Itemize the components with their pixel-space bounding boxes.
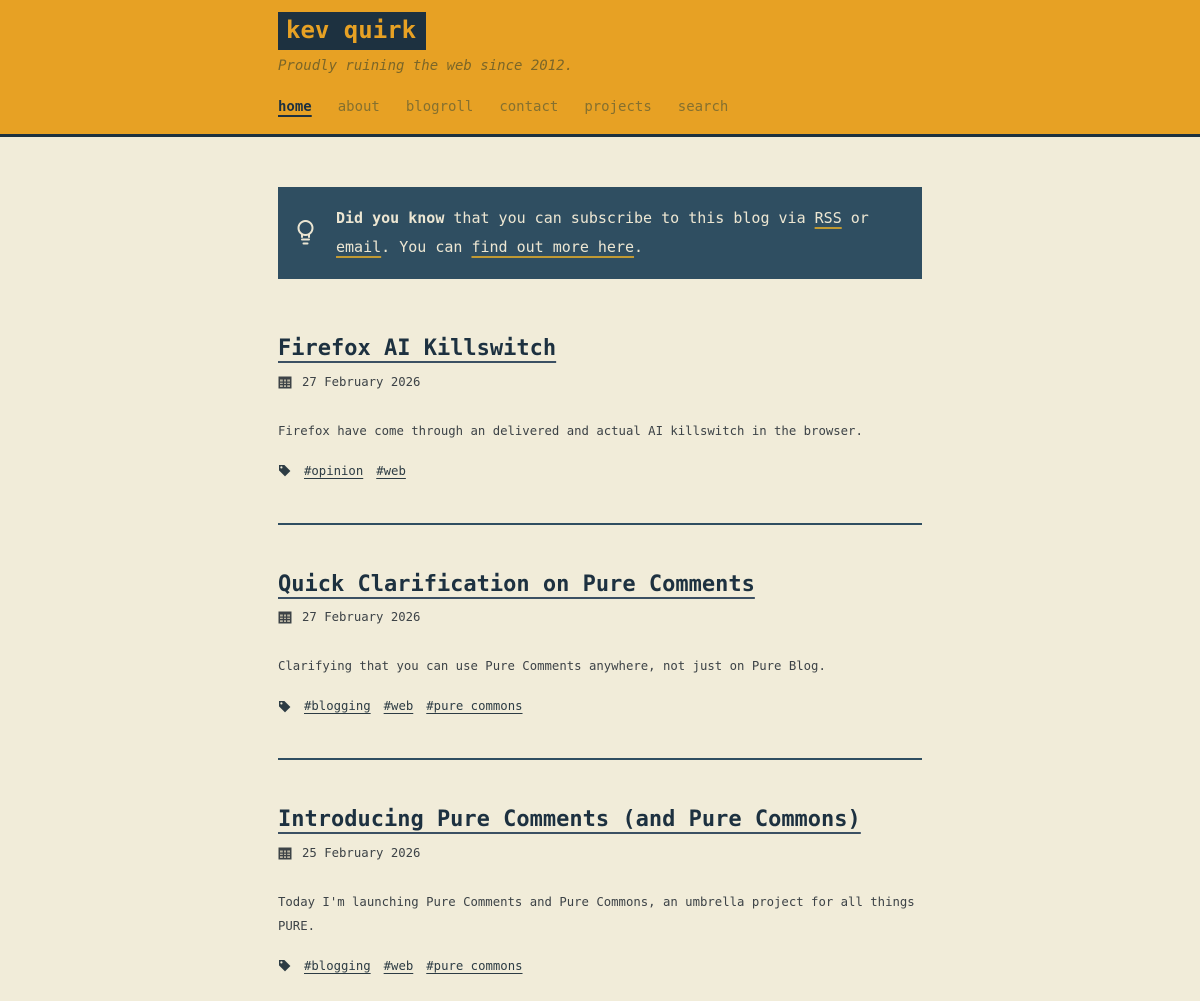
- tag-link[interactable]: #blogging: [304, 958, 371, 973]
- notice-text: that you can subscribe to this blog via: [444, 209, 815, 227]
- post-teaser: [278, 335, 922, 478]
- tag-link[interactable]: #pure commons: [426, 958, 523, 973]
- main-nav: [278, 99, 922, 115]
- post-summary: Clarifying that you can use Pure Comments anywhere, not just on Pure Blog.: [278, 659, 826, 674]
- post-date: 25 February 2026: [302, 845, 421, 860]
- post-teaser: [278, 571, 922, 714]
- notice-text: . You can: [381, 238, 472, 256]
- calendar-icon: [278, 846, 292, 860]
- tag-link[interactable]: #web: [383, 958, 414, 973]
- nav-item-home[interactable]: home: [278, 99, 312, 115]
- post-meta: [278, 375, 922, 389]
- post-summary: Today I'm launching Pure Comments and Pure Commons, an umbrella project for all things PURE.: [278, 894, 915, 933]
- post-summary: Firefox have come through an delivered and actual AI killswitch in the browser.: [278, 423, 863, 438]
- post-date: 27 February 2026: [302, 374, 421, 389]
- post-teaser: [278, 806, 922, 973]
- tag-icon: [278, 464, 291, 477]
- tag-link[interactable]: #web: [376, 463, 406, 478]
- post-title: [278, 335, 922, 364]
- post-tags: [278, 699, 922, 713]
- nav-item-search[interactable]: search: [677, 99, 729, 115]
- notice-text: or: [841, 209, 869, 227]
- tag-icon: [278, 700, 291, 713]
- tag-link[interactable]: #opinion: [304, 463, 364, 478]
- notice-text: .: [634, 238, 644, 256]
- subscribe-notice: [278, 187, 922, 279]
- site-header: [0, 0, 1200, 137]
- nav-item-about[interactable]: about: [337, 99, 380, 115]
- lightbulb-icon: [294, 218, 317, 249]
- email-link[interactable]: email: [336, 238, 382, 256]
- rss-link[interactable]: RSS: [814, 209, 842, 227]
- post-title-link[interactable]: Quick Clarification on Pure Comments: [278, 571, 755, 597]
- site-tagline: Proudly ruining the web since 2012.: [278, 58, 574, 74]
- notice-bold-text: Did you know: [336, 209, 445, 227]
- calendar-icon: [278, 610, 292, 624]
- post-title: [278, 571, 922, 600]
- tag-link[interactable]: #pure commons: [426, 699, 523, 714]
- post-divider: [278, 758, 922, 760]
- tag-link[interactable]: #web: [383, 699, 414, 714]
- nav-item-contact[interactable]: contact: [499, 99, 559, 115]
- post-meta: [278, 846, 922, 860]
- post-tags: [278, 464, 922, 478]
- tag-link[interactable]: #blogging: [304, 699, 371, 714]
- post-title-link[interactable]: Firefox AI Killswitch: [278, 336, 557, 361]
- post-meta: [278, 610, 922, 624]
- main-content: [278, 137, 922, 973]
- subscribe-notice-text: [336, 204, 898, 262]
- tag-icon: [278, 959, 291, 972]
- find-out-more-link[interactable]: find out more here: [471, 238, 635, 256]
- site-title[interactable]: kev quirk: [278, 12, 426, 50]
- post-title-link[interactable]: Introducing Pure Comments (and Pure Commons): [278, 807, 861, 833]
- calendar-icon: [278, 375, 292, 389]
- nav-item-blogroll[interactable]: blogroll: [405, 99, 474, 115]
- post-date: 27 February 2026: [302, 610, 421, 625]
- post-tags: [278, 959, 922, 973]
- post-title: [278, 806, 922, 835]
- post-divider: [278, 523, 922, 525]
- nav-item-projects[interactable]: projects: [584, 99, 652, 115]
